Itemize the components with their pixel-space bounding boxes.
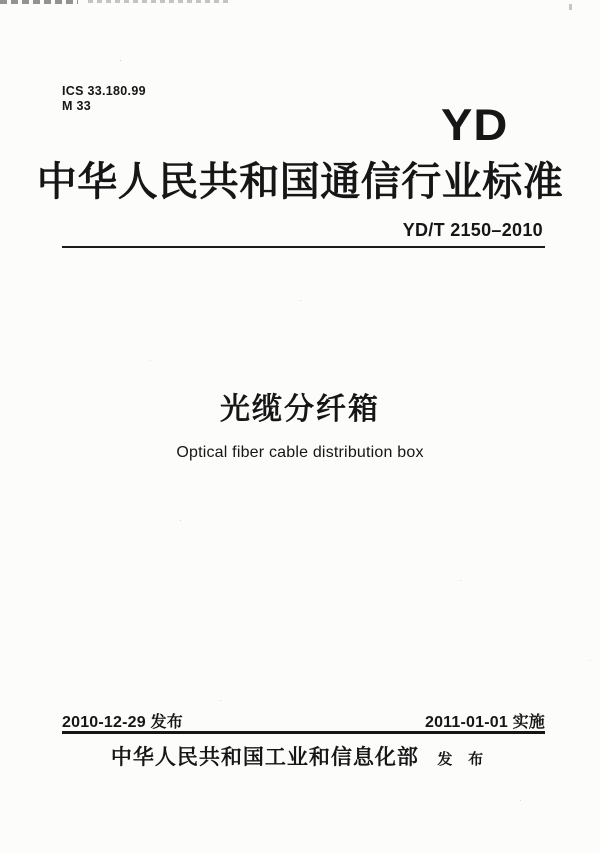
scan-artifact-top-mid bbox=[88, 0, 228, 3]
publisher-name: 中华人民共和国工业和信息化部 bbox=[110, 745, 419, 769]
header-rule bbox=[62, 246, 545, 248]
document-title-en: Optical fiber cable distribution box bbox=[176, 444, 424, 461]
standard-category-title: 中华人民共和国通信行业标准 bbox=[36, 160, 564, 204]
issue-date: 2010-12-29 发布 bbox=[62, 714, 183, 731]
publisher-row bbox=[0, 741, 600, 771]
scan-artifact-top-left bbox=[0, 0, 78, 4]
implementation-date: 2011-01-01 实施 bbox=[424, 714, 545, 731]
yd-logo: YD bbox=[441, 98, 509, 150]
footer-dates-row bbox=[62, 709, 545, 732]
footer-rule bbox=[62, 731, 545, 734]
scan-artifact-top-right bbox=[569, 4, 572, 10]
publish-label: 发 布 bbox=[437, 752, 490, 768]
ics-code: ICS 33.180.99 bbox=[62, 84, 146, 98]
classification-code: M 33 bbox=[62, 99, 91, 113]
document-title-zh: 光缆分纤箱 bbox=[220, 393, 380, 426]
standard-number: YD/T 2150–2010 bbox=[402, 220, 543, 240]
ics-code-block bbox=[62, 84, 146, 114]
scan-speckles bbox=[120, 60, 121, 61]
